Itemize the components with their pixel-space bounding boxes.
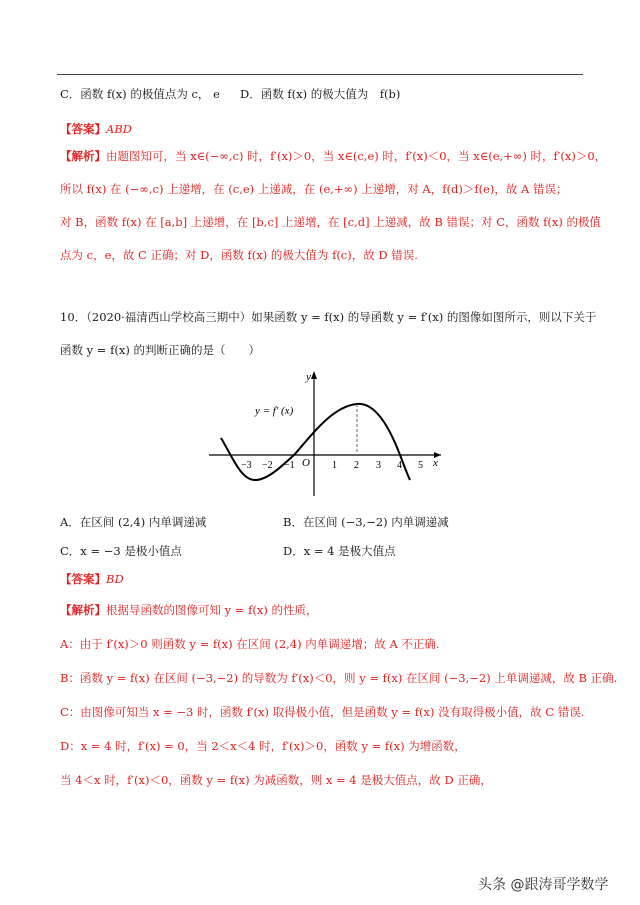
x-axis-label: x — [433, 457, 438, 469]
prev-option-c: C．函数 f(x) 的极值点为 c， e — [60, 87, 220, 101]
tick-5: 5 — [418, 460, 423, 471]
q10-analysis-b: B：函数 y = f(x) 在区间 (−3,−2) 的导数为 f′(x)＜0，则 y = f(x) 在区间 (−3,−2) 上单调递减，故 B 正确. — [60, 671, 618, 685]
watermark: 头条 @跟涛哥学数学 — [478, 877, 609, 893]
origin-label: O — [302, 457, 310, 469]
y-axis-label: y — [306, 371, 311, 383]
y-axis-arrow — [311, 371, 317, 379]
answer-label: 【答案】 — [60, 572, 106, 586]
top-rule — [57, 74, 583, 75]
curve-label: y = f′ (x) — [255, 405, 294, 417]
tick-4: 4 — [397, 460, 402, 471]
prev-analysis-line-4: 点为 c，e，故 C 正确；对 D，函数 f(x) 的极大值为 f(c)，故 D 错误. — [60, 248, 418, 262]
q10-analysis-c: C：由图像可知当 x = −3 时，函数 f′(x) 取得极小值，但是函数 y = f(x) 没有取得极小值，故 C 错误. — [60, 705, 585, 719]
analysis-text: 根据导函数的图像可知 y = f(x) 的性质， — [106, 603, 318, 617]
analysis-label: 【解析】 — [60, 149, 106, 163]
q10-option-c: C．x = −3 是极小值点 — [60, 544, 182, 558]
q10-answer — [60, 571, 124, 587]
prev-analysis-line-2: 所以 f(x) 在 (−∞,c) 上递增，在 (c,e) 上递减，在 (e,+∞) 上递增，对 A，f(d)＞f(e)，故 A 错误； — [60, 182, 568, 196]
derivative-graph — [205, 368, 445, 500]
prev-analysis-line-1 — [60, 148, 606, 164]
q10-option-d: D．x = 4 是极大值点 — [283, 544, 396, 558]
analysis-label: 【解析】 — [60, 603, 106, 617]
q10-analysis-d-1: D：x = 4 时，f′(x) = 0，当 2＜x＜4 时，f′(x)＞0，函数 y = f(x) 为增函数， — [60, 739, 466, 753]
analysis-text: 由题图知可，当 x∈(−∞,c) 时，f′(x)＞0，当 x∈(c,e) 时，f′(x)＜0，当 x∈(e,+∞) 时，f′(x)＞0， — [106, 149, 607, 163]
q10-analysis-a: A：由于 f′(x)＞0 则函数 y = f(x) 在区间 (2,4) 内单调递增；故 A 不正确. — [60, 637, 440, 651]
tick-neg1: −1 — [284, 460, 295, 471]
answer-value: BD — [106, 572, 124, 586]
q10-option-b: B．在区间 (−3,−2) 内单调递减 — [283, 515, 449, 529]
answer-value: ABD — [106, 122, 132, 136]
tick-2: 2 — [354, 460, 359, 471]
prev-option-d: D．函数 f(x) 的极大值为 f(b) — [240, 87, 401, 101]
answer-label: 【答案】 — [60, 122, 106, 136]
q10-option-a: A．在区间 (2,4) 内单调递减 — [60, 515, 207, 529]
q10-analysis-d-2: 当 4＜x 时，f′(x)＜0，函数 y = f(x) 为减函数，则 x = 4 是极大值点，故 D 正确， — [60, 773, 492, 787]
q10-stem-line-1: 10．（2020·福清西山学校高三期中）如果函数 y = f(x) 的导函数 y = f′(x) 的图像如图所示，则以下关于 — [60, 310, 597, 324]
tick-1: 1 — [332, 460, 337, 471]
q10-analysis-intro — [60, 602, 317, 618]
prev-answer — [60, 121, 132, 137]
prev-analysis-line-3: 对 B，函数 f(x) 在 [a,b] 上递增，在 [b,c] 上递增，在 [c,d] 上递减，故 B 错误；对 C，函数 f(x) 的极值 — [60, 215, 602, 229]
tick-neg3: −3 — [241, 460, 252, 471]
tick-neg2: −2 — [262, 460, 273, 471]
q10-stem-line-2: 函数 y = f(x) 的判断正确的是（ ） — [60, 343, 260, 357]
tick-3: 3 — [376, 460, 381, 471]
